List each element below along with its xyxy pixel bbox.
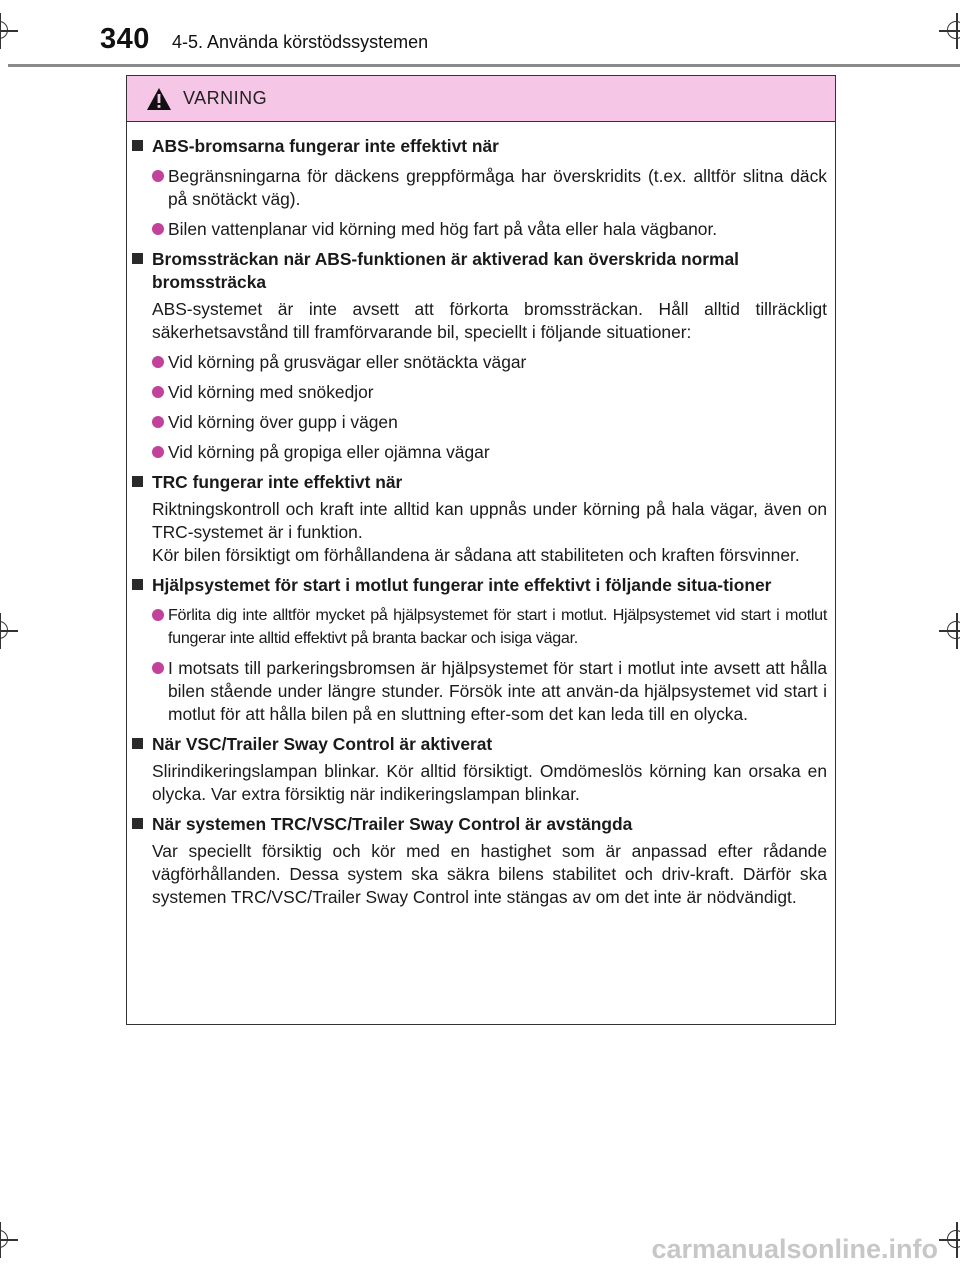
list-item-text: Bilen vattenplanar vid körning med hög fart på våta eller hala vägbanor.	[168, 219, 718, 239]
circle-bullet-icon	[152, 662, 164, 674]
section-title: 4-5. Använda körstödssystemen	[172, 32, 429, 52]
list-item-text: Vid körning över gupp i vägen	[168, 412, 398, 432]
circle-bullet-icon	[152, 416, 164, 428]
registration-mark-icon	[939, 1222, 960, 1258]
circle-bullet-icon	[152, 170, 164, 182]
registration-mark-icon	[0, 613, 18, 649]
circle-bullet-icon	[152, 386, 164, 398]
watermark: carmanualsonline.info	[651, 1234, 938, 1264]
warning-label: VARNING	[183, 88, 268, 108]
warning-section	[132, 574, 827, 726]
square-bullet-icon	[132, 818, 143, 829]
warning-section	[132, 248, 827, 464]
warning-section	[132, 471, 827, 567]
list-item-text: I motsats till parkeringsbromsen är hjälpsystemet för start i motlut inte avsett att hålla bilen stående under längre stunder. Försök inte att använ-da hjälpsystemet vid start i motlut för att hålla bilen på en sluttning efter-som det kan leda till en olycka.	[168, 658, 827, 724]
list-item	[152, 165, 827, 211]
registration-mark-icon	[939, 613, 960, 649]
list-item-text: Vid körning med snökedjor	[168, 382, 374, 402]
list-item	[152, 351, 827, 374]
warning-header	[127, 76, 835, 122]
square-bullet-icon	[132, 476, 143, 487]
list-item	[152, 381, 827, 404]
paragraph: ABS-systemet är inte avsett att förkorta bromssträckan. Håll alltid tillräckligt säkerhetsavstånd till framförvarande bil, speciellt i följande situationer:	[152, 299, 827, 342]
warning-body	[127, 122, 835, 909]
section-heading: Hjälpsystemet för start i motlut fungerar inte effektivt i följande situa-tioner	[152, 575, 772, 595]
paragraph: Var speciellt försiktig och kör med en hastighet som är anpassad efter rådande vägförhållanden. Dessa system ska säkra bilens stabilitet och driv-kraft. Därför ska systemen TRC/VSC/Trailer Sway Control inte stängas av om det inte är nödvändigt.	[152, 841, 827, 907]
square-bullet-icon	[132, 140, 143, 151]
paragraph: Riktningskontroll och kraft inte alltid kan uppnås under körning på hala vägar, även on TRC-systemet är i funktion.	[152, 499, 827, 542]
square-bullet-icon	[132, 253, 143, 264]
section-heading: När VSC/Trailer Sway Control är aktiverat	[152, 734, 493, 754]
list-item	[152, 441, 827, 464]
circle-bullet-icon	[152, 446, 164, 458]
registration-mark-icon	[0, 1222, 18, 1258]
warning-box	[126, 75, 836, 1025]
list-item	[152, 218, 827, 241]
circle-bullet-icon	[152, 223, 164, 235]
section-heading: ABS-bromsarna fungerar inte effektivt när	[152, 136, 499, 156]
list-item-text: Vid körning på gropiga eller ojämna vägar	[168, 442, 490, 462]
square-bullet-icon	[132, 579, 143, 590]
section-heading: Bromssträckan när ABS-funktionen är aktiverad kan överskrida normal bromssträcka	[152, 249, 739, 292]
registration-mark-icon	[0, 13, 18, 49]
square-bullet-icon	[132, 738, 143, 749]
list-item	[152, 604, 827, 650]
warning-section	[132, 733, 827, 806]
warning-triangle-icon	[146, 87, 172, 111]
list-item-text: Vid körning på grusvägar eller snötäckta vägar	[168, 352, 527, 372]
list-item-text: Förlita dig inte alltför mycket på hjälpsystemet för start i motlut. Hjälpsystemet vid start i motlut fungerar inte alltid effektivt på branta backar och isiga vägar.	[168, 606, 827, 647]
paragraph: Slirindikeringslampan blinkar. Kör alltid försiktigt. Omdömeslös körning kan orsaka en olycka. Var extra försiktig när indikeringslampan blinkar.	[152, 761, 827, 804]
warning-section	[132, 813, 827, 909]
warning-section	[132, 135, 827, 241]
paragraph: Kör bilen försiktigt om förhållandena är sådana att stabiliteten och kraften försvinner.	[152, 545, 800, 565]
page-number: 340	[100, 23, 150, 55]
header-rule	[8, 64, 960, 67]
section-heading: TRC fungerar inte effektivt när	[152, 472, 403, 492]
list-item	[152, 411, 827, 434]
circle-bullet-icon	[152, 609, 164, 621]
list-item-text: Begränsningarna för däckens greppförmåga har överskridits (t.ex. alltför slitna däck på snötäckt väg).	[168, 166, 827, 209]
section-heading: När systemen TRC/VSC/Trailer Sway Control är avstängda	[152, 814, 633, 834]
list-item	[152, 657, 827, 726]
registration-mark-icon	[939, 13, 960, 49]
circle-bullet-icon	[152, 356, 164, 368]
